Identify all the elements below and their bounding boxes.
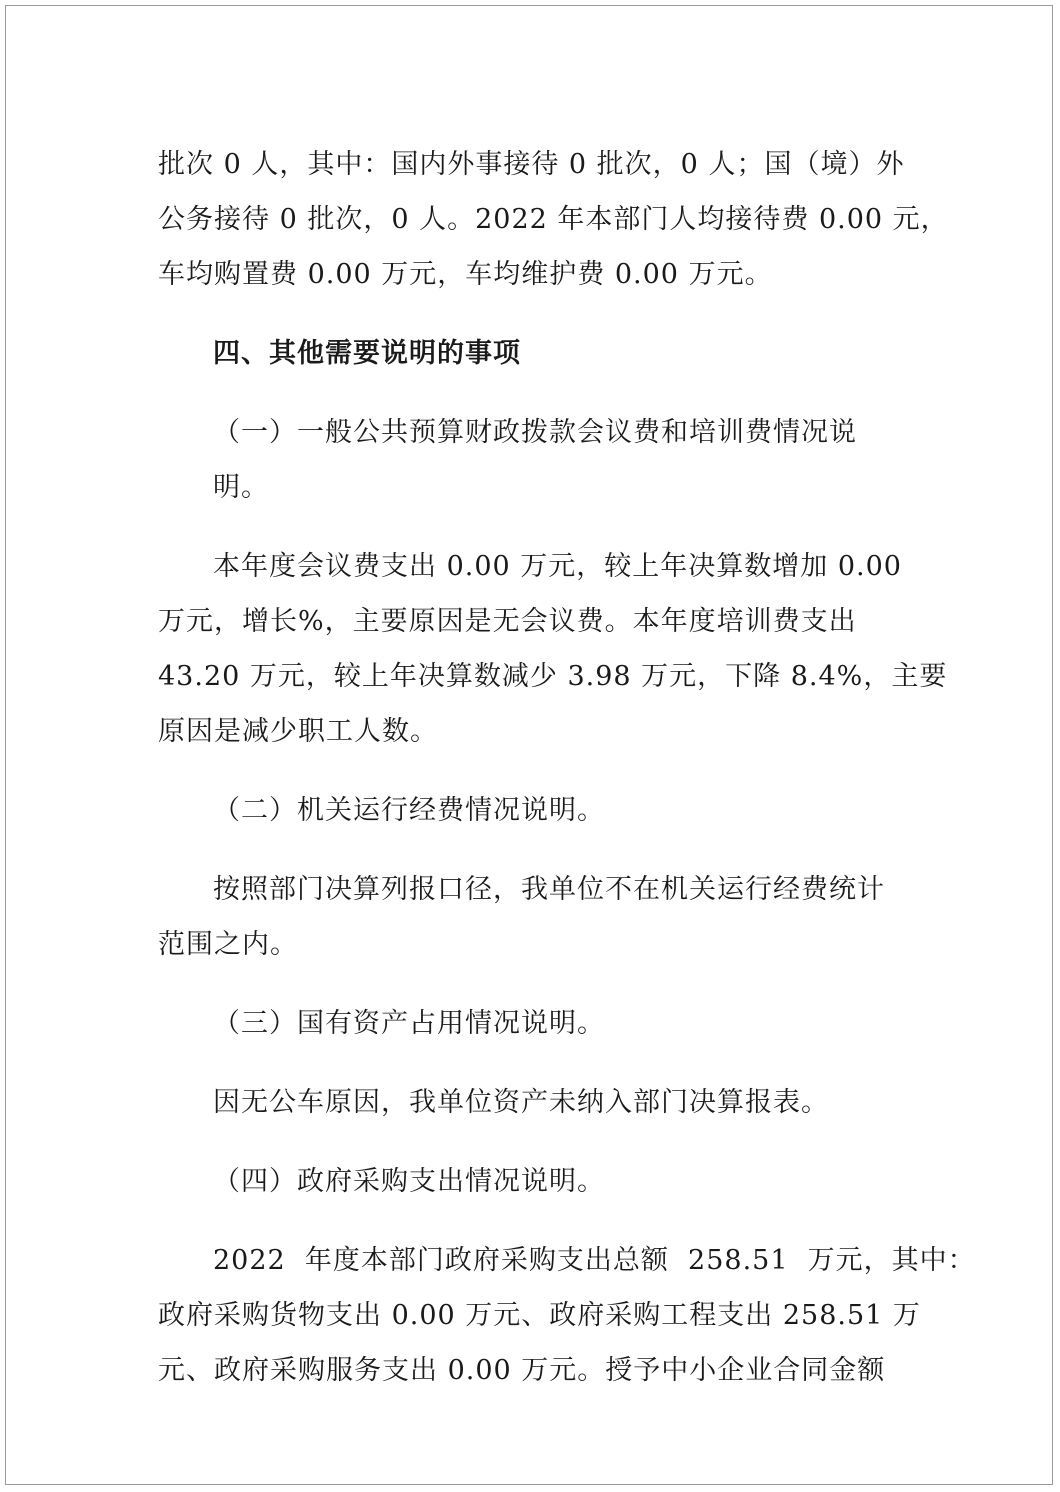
subsection-2-paragraph xyxy=(158,862,898,972)
text-line: 2022 年度本部门政府采购支出总额 258.51 万元，其中： xyxy=(213,1245,976,1276)
text-line: 公务接待 0 批次，0 人。2022 年本部门人均接待费 0.00 元， xyxy=(158,204,949,235)
subsection-heading-4: （四）政府采购支出情况说明。 xyxy=(213,1166,605,1197)
subsection-1-paragraph xyxy=(158,539,948,759)
text-line: 本年度会议费支出 0.00 万元，较上年决算数增加 0.00 xyxy=(213,551,902,582)
text-line: 因无公车原因，我单位资产未纳入部门决算报表。 xyxy=(213,1087,829,1118)
subsection-3-paragraph xyxy=(158,1075,898,1130)
text-line: 43.20 万元，较上年决算数减少 3.98 万元，下降 8.4%，主要 xyxy=(158,661,948,692)
text-line: 批次 0 人，其中：国内外事接待 0 批次，0 人；国（境）外 xyxy=(158,149,905,180)
text-line: 万元，增长%，主要原因是无会议费。本年度培训费支出 xyxy=(158,606,857,637)
continuation-paragraph xyxy=(158,137,949,302)
text-line: 元、政府采购服务支出 0.00 万元。授予中小企业合同金额 xyxy=(158,1355,886,1386)
document-page xyxy=(5,5,1053,1485)
section-heading: 四、其他需要说明的事项 xyxy=(213,338,521,369)
subsection-heading-2: （二）机关运行经费情况说明。 xyxy=(213,795,605,826)
text-line: 按照部门决算列报口径，我单位不在机关运行经费统计 xyxy=(213,874,885,905)
text-line: 范围之内。 xyxy=(158,929,298,960)
text-line: 原因是减少职工人数。 xyxy=(158,716,438,747)
subsection-4-paragraph xyxy=(158,1233,976,1398)
subsection-heading-1: （一）一般公共预算财政拨款会议费和培训费情况说明。 xyxy=(213,417,857,503)
text-line: 车均购置费 0.00 万元，车均维护费 0.00 万元。 xyxy=(158,259,773,290)
document-body xyxy=(158,137,976,1398)
text-line: 政府采购货物支出 0.00 万元、政府采购工程支出 258.51 万 xyxy=(158,1300,921,1331)
subsection-heading-3: （三）国有资产占用情况说明。 xyxy=(213,1008,605,1039)
